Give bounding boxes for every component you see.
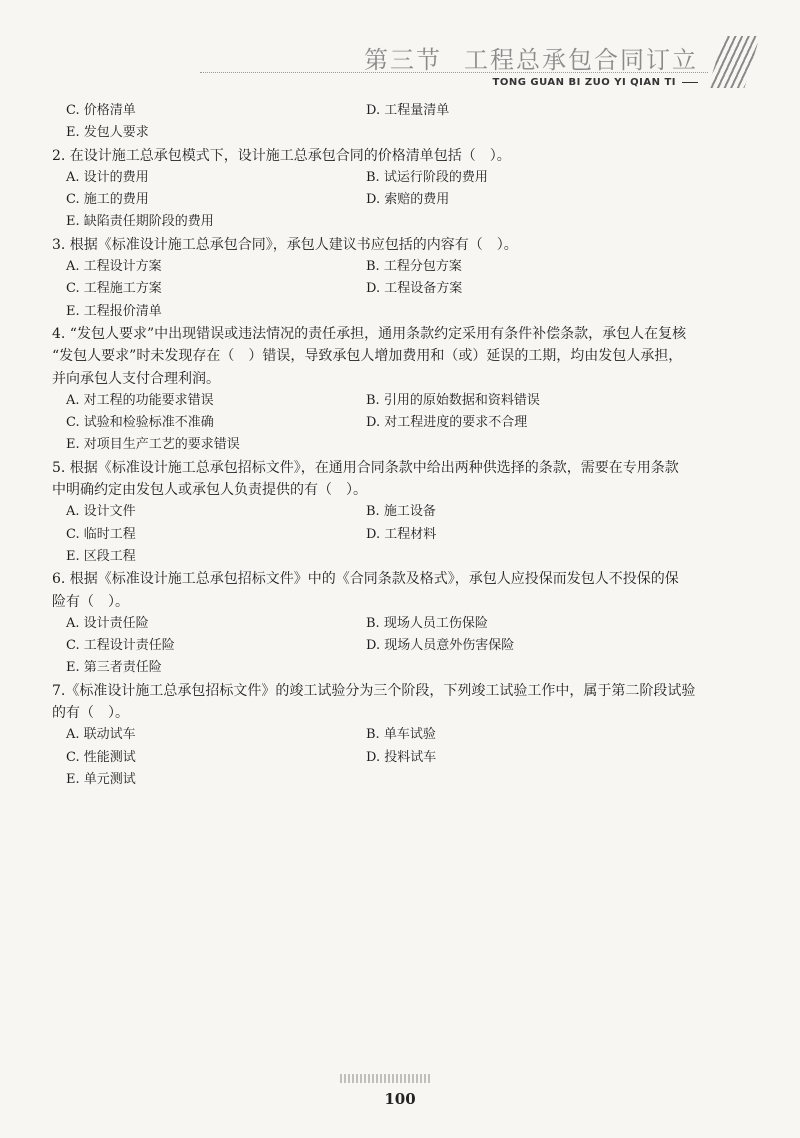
question-block bbox=[52, 680, 752, 791]
question-text: 7.《标准设计施工总承包招标文件》的竣工试验分为三个阶段，下列竣工试验工作中，属于第二阶段试验 bbox=[52, 682, 696, 699]
section-title bbox=[364, 40, 698, 75]
option-item: A. 设计文件 bbox=[66, 504, 136, 520]
option-item: B. 现场人员工伤保险 bbox=[366, 615, 488, 631]
option-item: C. 施工的费用 bbox=[66, 192, 149, 208]
header-rule bbox=[200, 72, 708, 73]
option-item: E. 对项目生产工艺的要求错误 bbox=[66, 437, 240, 453]
page-number: 100 bbox=[384, 1090, 416, 1108]
question-block bbox=[52, 234, 752, 323]
option-item: C. 临时工程 bbox=[66, 526, 136, 542]
page-header bbox=[200, 30, 760, 90]
option-item: B. 工程分包方案 bbox=[366, 259, 462, 275]
question-list bbox=[52, 100, 752, 791]
option-item: A. 设计的费用 bbox=[66, 169, 149, 185]
option-item: B. 试运行阶段的费用 bbox=[366, 169, 488, 185]
question-text: 险有（ ）。 bbox=[52, 593, 129, 610]
option-item: A. 联动试车 bbox=[66, 727, 136, 743]
option-item: B. 引用的原始数据和资料错误 bbox=[366, 392, 540, 408]
question-text: 中明确约定由发包人或承包人负责提供的有（ ）。 bbox=[52, 482, 367, 499]
option-item: E. 发包人要求 bbox=[66, 125, 149, 141]
option-item: B. 单车试验 bbox=[366, 727, 436, 743]
option-item: D. 对工程进度的要求不合理 bbox=[366, 415, 528, 431]
option-item: D. 投料试车 bbox=[366, 749, 437, 765]
option-item: A. 对工程的功能要求错误 bbox=[66, 392, 214, 408]
question-text: 5. 根据《标准设计施工总承包招标文件》，在通用合同条款中给出两种供选择的条款，需要在专用条款 bbox=[52, 459, 679, 476]
options-grid bbox=[52, 100, 752, 145]
question-text: 并向承包人支付合理利润。 bbox=[52, 370, 220, 387]
question-text: “发包人要求”时未发现存在（ ）错误，导致承包人增加费用和（或）延误的工期，均由发包人承担， bbox=[52, 348, 683, 365]
question-block bbox=[52, 323, 752, 457]
options-grid bbox=[52, 390, 752, 457]
header-dash bbox=[682, 82, 698, 83]
options-grid bbox=[52, 501, 752, 568]
option-item: C. 价格清单 bbox=[66, 103, 136, 118]
option-item: E. 区段工程 bbox=[66, 548, 136, 564]
options-grid bbox=[52, 256, 752, 323]
question-text: 6. 根据《标准设计施工总承包招标文件》中的《合同条款及格式》，承包人应投保而发包人不投保的保 bbox=[52, 571, 679, 588]
option-item: B. 施工设备 bbox=[366, 504, 436, 520]
chapter-title: 工程总承包合同订立 bbox=[464, 46, 698, 74]
question-text: 3. 根据《标准设计施工总承包合同》，承包人建议书应包括的内容有（ ）。 bbox=[52, 236, 518, 253]
question-text: 4. “发包人要求”中出现错误或违法情况的责任承担，通用条款约定采用有条件补偿条款，承包人在复核 bbox=[52, 325, 687, 342]
option-item: C. 工程设计责任险 bbox=[66, 638, 175, 654]
option-item: E. 工程报价清单 bbox=[66, 303, 162, 319]
option-item: E. 单元测试 bbox=[66, 771, 136, 787]
question-block bbox=[52, 100, 752, 145]
option-item: C. 试验和检验标准不准确 bbox=[66, 415, 214, 431]
option-item: E. 第三者责任险 bbox=[66, 660, 162, 676]
options-grid bbox=[52, 613, 752, 680]
option-item: D. 索赔的费用 bbox=[366, 192, 450, 208]
question-block bbox=[52, 568, 752, 679]
option-item: A. 设计责任险 bbox=[66, 615, 149, 631]
option-item: E. 缺陷责任期阶段的费用 bbox=[66, 214, 214, 230]
question-text: 2. 在设计施工总承包模式下，设计施工总承包合同的价格清单包括（ ）。 bbox=[52, 147, 511, 164]
options-grid bbox=[52, 167, 752, 234]
options-grid bbox=[52, 724, 752, 791]
option-item: A. 工程设计方案 bbox=[66, 259, 162, 275]
option-item: D. 工程量清单 bbox=[366, 103, 450, 118]
header-subtitle-text: TONG GUAN BI ZUO YI QIAN TI bbox=[492, 77, 676, 88]
question-block bbox=[52, 145, 752, 234]
section-number: 第三节 bbox=[364, 46, 442, 74]
option-item: C. 工程施工方案 bbox=[66, 281, 162, 297]
question-text: 的有（ ）。 bbox=[52, 705, 129, 722]
option-item: D. 工程设备方案 bbox=[366, 281, 463, 297]
footer-decoration bbox=[340, 1074, 432, 1083]
option-item: C. 性能测试 bbox=[66, 749, 136, 765]
question-block bbox=[52, 457, 752, 568]
header-hatch-decoration bbox=[708, 36, 760, 88]
option-item: D. 工程材料 bbox=[366, 526, 437, 542]
option-item: D. 现场人员意外伤害保险 bbox=[366, 638, 515, 654]
header-subtitle bbox=[493, 77, 698, 88]
